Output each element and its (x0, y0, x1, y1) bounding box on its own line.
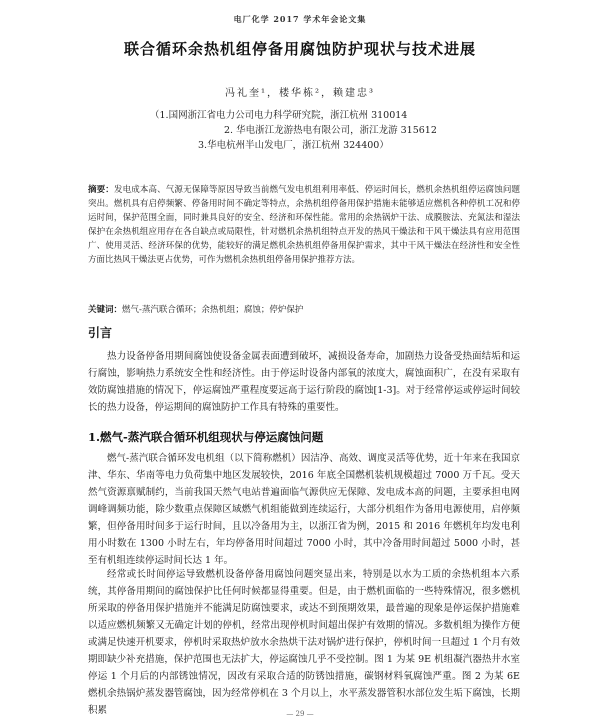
section-heading-intro: 引言 (88, 326, 113, 340)
keywords-text: 燃气-蒸汽联合循环；余热机组；腐蚀；停炉保护 (122, 305, 304, 315)
abstract-text: 发电成本高、气源无保障等原因导致当前燃气发电机组利用率低、停运时间长，燃机余热机组停运腐蚀问题突出。燃机具有启停频繁、停备用时间不确定等特点，余热机组停备用保护措施未能够适应燃机各种停机工况和停运时间，保护范围全面，同时兼具良好的安全、经济和环保性能。常用的余热锅炉干法、成膜胺法、充氮法和湿法保护在余热机组应用存在各自缺点或局限性，针对燃机余热机组特点开发的热风干燥法和干风干燥法具有应用范围广、使用灵活、经济环保的优势，能较好的满足燃机余热机组停备用保护需求，其中干风干燥法在经济性和安全性方面比热风干燥法更占优势，可作为燃机余热机组停备用保护推荐方法。 (88, 185, 520, 265)
section-1-paragraph-1: 燃气-蒸汽联合循环发电机组（以下简称燃机）因洁净、高效、调度灵活等优势，近十年来在我国京津、华东、华南等电力负荷集中地区发展较快，2016 年底全国燃机装机规模超过 7000 万千瓦。受天然气资源禀赋制约，当前我国天然气电站普遍面临气源供应无保障、发电成本高的问题，主要承担电网调峰调频功能，除少数重点保障区域燃气机组能做到连续运行，大部分机组作为备用电源使用，启停频繁，但停备用时间多于运行时间，且以冷备用为主，以浙江省为例，2015 和 2016 年燃机年均发电利用小时数在 1300 小时左右，年均停备用时间超过 7000 小时，其中冷备用时间超过 5000 小时，甚至有机组连续停运时间长达 1 年。 (88, 453, 520, 566)
section-heading-1: 1.燃气-蒸汽联合循环机组现状与停运腐蚀问题 (88, 430, 324, 444)
abstract (88, 183, 520, 267)
author-list: 冯礼奎¹，楼华栋²，赖建忠³ (224, 88, 376, 99)
affiliation-2: 2. 华电浙江龙游热电有限公司，浙江龙游 315612 (224, 125, 437, 136)
affiliation-3: 3.华电杭州半山发电厂，浙江杭州 324400） (198, 140, 389, 151)
affiliations (150, 108, 480, 153)
paper-title: 联合循环余热机组停备用腐蚀防护现状与技术进展 (123, 40, 476, 58)
keywords (88, 303, 520, 315)
page-number: — 29 — (286, 710, 314, 718)
section-1-paragraph-2: 经常或长时间停运导致燃机设备停备用腐蚀问题突显出来，特别是以水为工质的余热机组本六系统，其停备用期间的腐蚀保护比任何时候都显得重要。但是，由于燃机面临的一些特殊情况，很多燃机所采取的停备用保护措施并不能满足防腐蚀要求，或达不到预期效果，最普遍的现象是停运保护措施难以适应燃机频繁又无确定计划的停机，经常出现停机时间超出保护有效期的情况。多数机组为操作方便或满足快速开机要求，停机时采取热炉放水余热烘干法对锅炉进行保护，停机时间一旦超过 1 个月有效期即缺少补充措施，保护范围也无法扩大，停运腐蚀几乎不受控制。图 1 为某 9E 机组凝汽器热井水室停运 1 个月后的内部锈蚀情况，因改有采取合适的防锈蚀措施，碳钢材料氧腐蚀严重。图 2 为某 6E 燃机余热锅炉蒸发器管腐蚀，因为经常停机在 3 个月以上，水平蒸发器管积水部位发生垢下腐蚀，长期积累 (88, 569, 520, 716)
affiliation-1: （1.国网浙江省电力公司电力科学研究院，浙江杭州 310014 (150, 110, 408, 121)
running-header: 电厂化学 2017 学术年会论文集 (233, 14, 367, 24)
keywords-label: 关键词： (88, 305, 123, 315)
abstract-label: 摘要： (88, 185, 114, 195)
intro-paragraph: 热力设备停备用期间腐蚀使设备金属表面遭到破坏，减损设备寿命，加剧热力设备受热面结垢和运行腐蚀，影响热力系统安全性和经济性。由于停运时设备内部氧的浓度大，腐蚀面积广，在没有采取有效防腐蚀措施的情况下，停运腐蚀严重程度要远高于运行阶段的腐蚀[1-3]。对于经常停运或停运时间较长的热力设备，停运期间的腐蚀防护工作具有特殊的重要性。 (88, 351, 520, 413)
